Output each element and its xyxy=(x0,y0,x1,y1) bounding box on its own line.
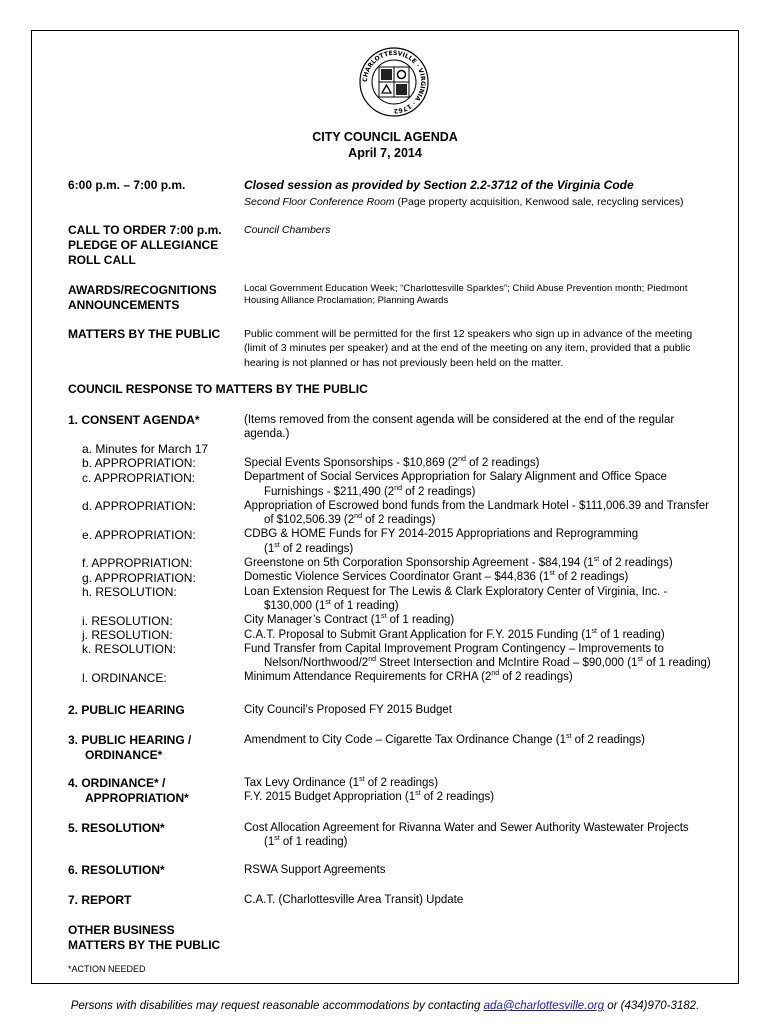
consent-item-details xyxy=(244,456,711,685)
awards-announcements: AWARDS/RECOGNITIONS ANNOUNCEMENTS xyxy=(68,283,217,312)
consent-agenda-label: 1. CONSENT AGENDA* xyxy=(68,413,200,427)
ordinance-appropriation-label: 4. ORDINANCE* / APPROPRIATION* xyxy=(68,776,189,805)
consent-item-i: City Manager’s Contract (1st of 1 reading) xyxy=(244,613,455,627)
city-seal-icon xyxy=(359,47,429,117)
consent-item-g: Domestic Violence Services Coordinator Grant – $44,836 (1st of 2 readings) xyxy=(244,570,629,584)
awards-text: Local Government Education Week; “Charlottesville Sparkles”; Child Abuse Prevention month; Piedmont Housing Alliance Proclamation; Planning Awards xyxy=(244,283,688,306)
resolution-5-label: 5. RESOLUTION* xyxy=(68,821,165,835)
consent-item-c: Department of Social Services Appropriation for Salary Alignment and Office Space Furnishings - $211,490 (2nd of 2 readings) xyxy=(244,471,667,498)
matters-by-public-label: MATTERS BY THE PUBLIC xyxy=(68,327,221,341)
consent-item-labels: a. Minutes for March 17 b. APPROPRIATION: c. APPROPRIATION: d. APPROPRIATION: e. APPROPRIATION: f. APPROPRIATION: g. APPROPRIATION: h. RESOLUTION: i. RESOLUTION: j. RESOLUTION: k. RESOLUTION: l. ORDINANCE: xyxy=(82,442,209,685)
rivanna-text: Cost Allocation Agreement for Rivanna Water and Sewer Authority Wastewater Projects (1st of 1 reading) xyxy=(244,822,689,849)
closed-session-time: 6:00 p.m. – 7:00 p.m. xyxy=(68,178,186,192)
other-business: OTHER BUSINESS MATTERS BY THE PUBLIC xyxy=(68,923,221,952)
council-chambers: Council Chambers xyxy=(244,224,331,236)
public-hearing-text: City Council’s Proposed FY 2015 Budget xyxy=(244,704,452,716)
consent-item-j: C.A.T. Proposal to Submit Grant Application for F.Y. 2015 Funding (1st of 1 reading) xyxy=(244,627,665,641)
closed-session-room: Second Floor Conference Room (Page property acquisition, Kenwood sale, recycling services) xyxy=(244,196,684,208)
tax-levy-text: Tax Levy Ordinance (1st of 2 readings) F.Y. 2015 Budget Appropriation (1st of 2 readings) xyxy=(244,776,495,804)
closed-session-title: Closed session as provided by Section 2.2-3712 of the Virginia Code xyxy=(244,178,634,192)
consent-item-f: Greenstone on 5th Corporation Sponsorship Agreement - $84,194 (1st of 2 readings) xyxy=(244,556,673,570)
public-comment-text: Public comment will be permitted for the first 12 speakers who sign up in advance of the meeting (limit of 3 minutes per speaker) and at the end of the meeting on any item, provided that a public hearing is not planned or has not previously been held on the matter. xyxy=(244,328,693,369)
consent-item-e: CDBG & HOME Funds for FY 2014-2015 Appropriations and Reprogramming (1st of 2 readings) xyxy=(244,528,639,555)
consent-item-h: Loan Extension Request for The Lewis & Clark Exploratory Center of Virginia, Inc. - $130,000 (1st of 1 reading) xyxy=(244,585,668,612)
resolution-6-label: 6. RESOLUTION* xyxy=(68,863,165,877)
rswa-text: RSWA Support Agreements xyxy=(244,864,386,876)
consent-item-d: Appropriation of Escrowed bond funds from the Landmark Hotel - $111,006.39 and Transfer of $102,506.39 (2nd of 2 readings) xyxy=(244,499,709,527)
consent-note: (Items removed from the consent agenda will be considered at the end of the regular agenda.) xyxy=(244,414,675,441)
public-hearing-ordinance-label: 3. PUBLIC HEARING / ORDINANCE* xyxy=(68,733,192,762)
consent-item-l: Minimum Attendance Requirements for CRHA (2nd of 2 readings) xyxy=(244,670,573,684)
call-to-order: CALL TO ORDER 7:00 p.m. PLEDGE OF ALLEGIANCE ROLL CALL xyxy=(68,223,222,267)
public-hearing-label: 2. PUBLIC HEARING xyxy=(68,703,185,717)
svg-text:CHARLOTTESVILLE · VIRGINIA · 1: CHARLOTTESVILLE · VIRGINIA · 1762 xyxy=(361,49,427,115)
accessibility-footer: Persons with disabilities may request reasonable accommodations by contacting ada@charlottesville.org or (434)970-3182. xyxy=(70,1000,700,1012)
council-response: COUNCIL RESPONSE TO MATTERS BY THE PUBLIC xyxy=(68,382,368,396)
consent-item-k: Fund Transfer from Capital Improvement Program Contingency – Improvements to Nelson/Northwood/2nd Street Intersection and McIntire Road – $90,000 (1st of 1 reading) xyxy=(244,642,711,670)
consent-item-b: Special Events Sponsorships - $10,869 (2nd of 2 readings) xyxy=(244,456,540,469)
ada-email-link[interactable]: ada@charlottesville.org xyxy=(483,1000,605,1012)
cat-update-text: C.A.T. (Charlottesville Area Transit) Update xyxy=(244,894,464,906)
action-needed-note: *ACTION NEEDED xyxy=(68,964,146,974)
report-label: 7. REPORT xyxy=(68,893,132,907)
agenda-title: CITY COUNCIL AGENDA xyxy=(312,130,458,144)
agenda-date: April 7, 2014 xyxy=(348,146,422,160)
cigarette-tax-text: Amendment to City Code – Cigarette Tax Ordinance Change (1st of 2 readings) xyxy=(244,733,645,746)
